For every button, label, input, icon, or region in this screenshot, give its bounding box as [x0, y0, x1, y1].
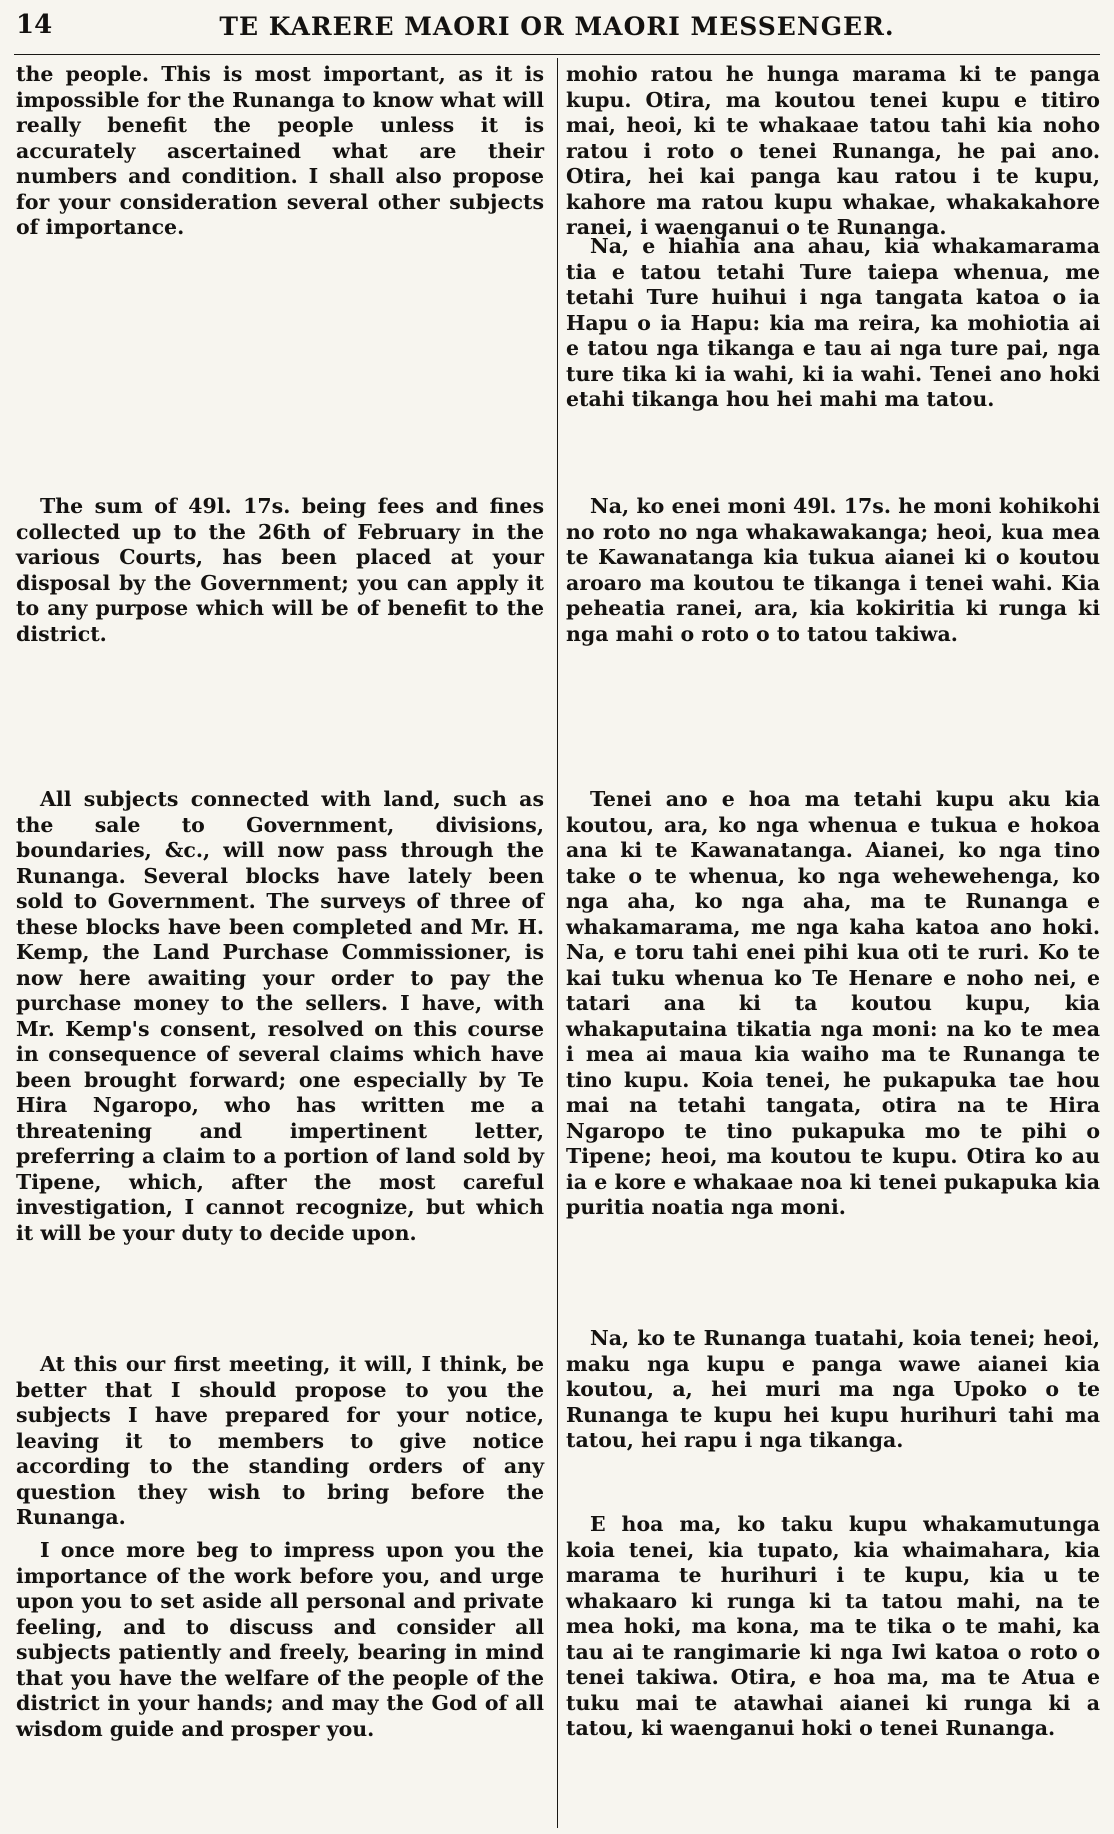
- english-paragraph-5: I once more beg to impress upon you the importance of the work before you, and urge upon you to set aside all personal and private feeling, and to discuss and consider all subjects patiently and freely, bearing in mind that you have the welfare of the people of the district in your hands; and may the God of all wisdom guide and prosper you.: [16, 1538, 544, 1741]
- page-number: 14: [16, 10, 53, 40]
- maori-paragraph-4: Tenei ano e hoa ma tetahi kupu aku kia koutou, ara, ko nga whenua e tukua e hokoa ana ki te Kawanatanga. Aianei, ko nga tino take o te whenua, ko nga wehewehenga, ko nga aha, ko nga aha, ma te Runanga e whakamarama, me nga kaha katoa ano hoki. Na, e toru tahi enei pihi kua oti te ruri. Ko te kai tuku whenua ko Te Henare e noho nei, e tatari ana ki ta koutou kupu, kia whakaputaina tikatia nga moni: na ko te mea i mea ai maua kia waiho ma te Runanga te tino kupu. Koia tenei, he pukapuka tae hou mai na tetahi tangata, otira na te Hira Ngaropo te tino pukapuka mo te pihi o Tipene; heoi, ma koutou te kupu. Otira ko au ia e kore e whakaae noa ki tenei pukapuka kia puritia noatia nga moni.: [566, 787, 1100, 1219]
- page-header: [14, 6, 1100, 55]
- column-divider: [557, 58, 558, 1828]
- maori-paragraph-6: E hoa ma, ko taku kupu whakamutunga koia tenei, kia tupato, kia whaimahara, kia marama te hurihuri i te kupu, kia u te whakaaro ki runga ki ta tatou mahi, na te mea hoki, ma kona, ma te tika o te mahi, ka tau ai te rangimarie ki nga Iwi katoa o roto o tenei takiwa. Otira, e hoa ma, ma te Atua e tuku mai te atawhai aianei ki runga ki a tatou, ki waenganui hoki o tenei Runanga.: [566, 1512, 1100, 1740]
- english-paragraph-1: the people. This is most important, as it is impossible for the Runanga to know what will really benefit the people unless it is accurately ascertained what are their numbers and condition. I shall also propose for your consideration several other subjects of importance.: [16, 62, 544, 239]
- english-paragraph-3: All subjects connected with land, such as the sale to Government, divisions, boundaries, &c., will now pass through the Runanga. Several blocks have lately been sold to Government. The surveys of three of these blocks have been completed and Mr. H. Kemp, the Land Purchase Commissioner, is now here awaiting your order to pay the purchase money to the sellers. I have, with Mr. Kemp's consent, resolved on this course in consequence of several claims which have been brought forward; one especially by Te Hira Ngaropo, who has written me a threatening and impertinent letter, preferring a claim to a portion of land sold by Tipene, which, after the most careful investigation, I cannot recognize, but which it will be your duty to decide upon.: [16, 787, 544, 1245]
- maori-paragraph-2: Na, e hiahia ana ahau, kia whakamarama tia e tatou tetahi Ture taiepa whenua, me tetahi Ture huihui i nga tangata katoa o ia Hapu o ia Hapu: kia ma reira, ka mohiotia ai e tatou nga tikanga e tau ai nga ture pai, nga ture tika ki ia wahi, ki ia wahi. Tenei ano hoki etahi tikanga hou hei mahi ma tatou.: [566, 234, 1100, 411]
- maori-paragraph-3: Na, ko enei moni 49l. 17s. he moni kohikohi no roto no nga whakawakanga; heoi, kua mea te Kawanatanga kia tukua aianei ki o koutou aroaro ma koutou te tikanga i tenei wahi. Kia peheatia ranei, ara, kia kokiritia ki runga ki nga mahi o roto o to tatou takiwa.: [566, 494, 1100, 646]
- maori-paragraph-5: Na, ko te Runanga tuatahi, koia tenei; heoi, maku nga kupu e panga wawe aianei kia koutou, a, hei muri ma nga Upoko o te Runanga te kupu hei kupu hurihuri tahi ma tatou, hei rapu i nga tikanga.: [566, 1326, 1100, 1452]
- english-paragraph-2: The sum of 49l. 17s. being fees and fines collected up to the 26th of February in the various Courts, has been placed at your disposal by the Government; you can apply it to any purpose which will be of benefit to the district.: [16, 494, 544, 646]
- maori-paragraph-1: mohio ratou he hunga marama ki te panga kupu. Otira, ma koutou tenei kupu e titiro mai, heoi, ki te whakaae tatou tahi kia noho ratou i roto o tenei Runanga, he pai ano. Otira, hei kai panga kau ratou i te kupu, kahore ma ratou kupu whakae, whakakahore ranei, i waenganui o te Runanga.: [566, 62, 1100, 239]
- masthead-title: TE KARERE MAORI OR MAORI MESSENGER.: [219, 12, 895, 41]
- english-paragraph-4: At this our first meeting, it will, I think, be better that I should propose to you the subjects I have prepared for your notice, leaving it to members to give notice according to the standing orders of any question they wish to bring before the Runanga.: [16, 1352, 544, 1529]
